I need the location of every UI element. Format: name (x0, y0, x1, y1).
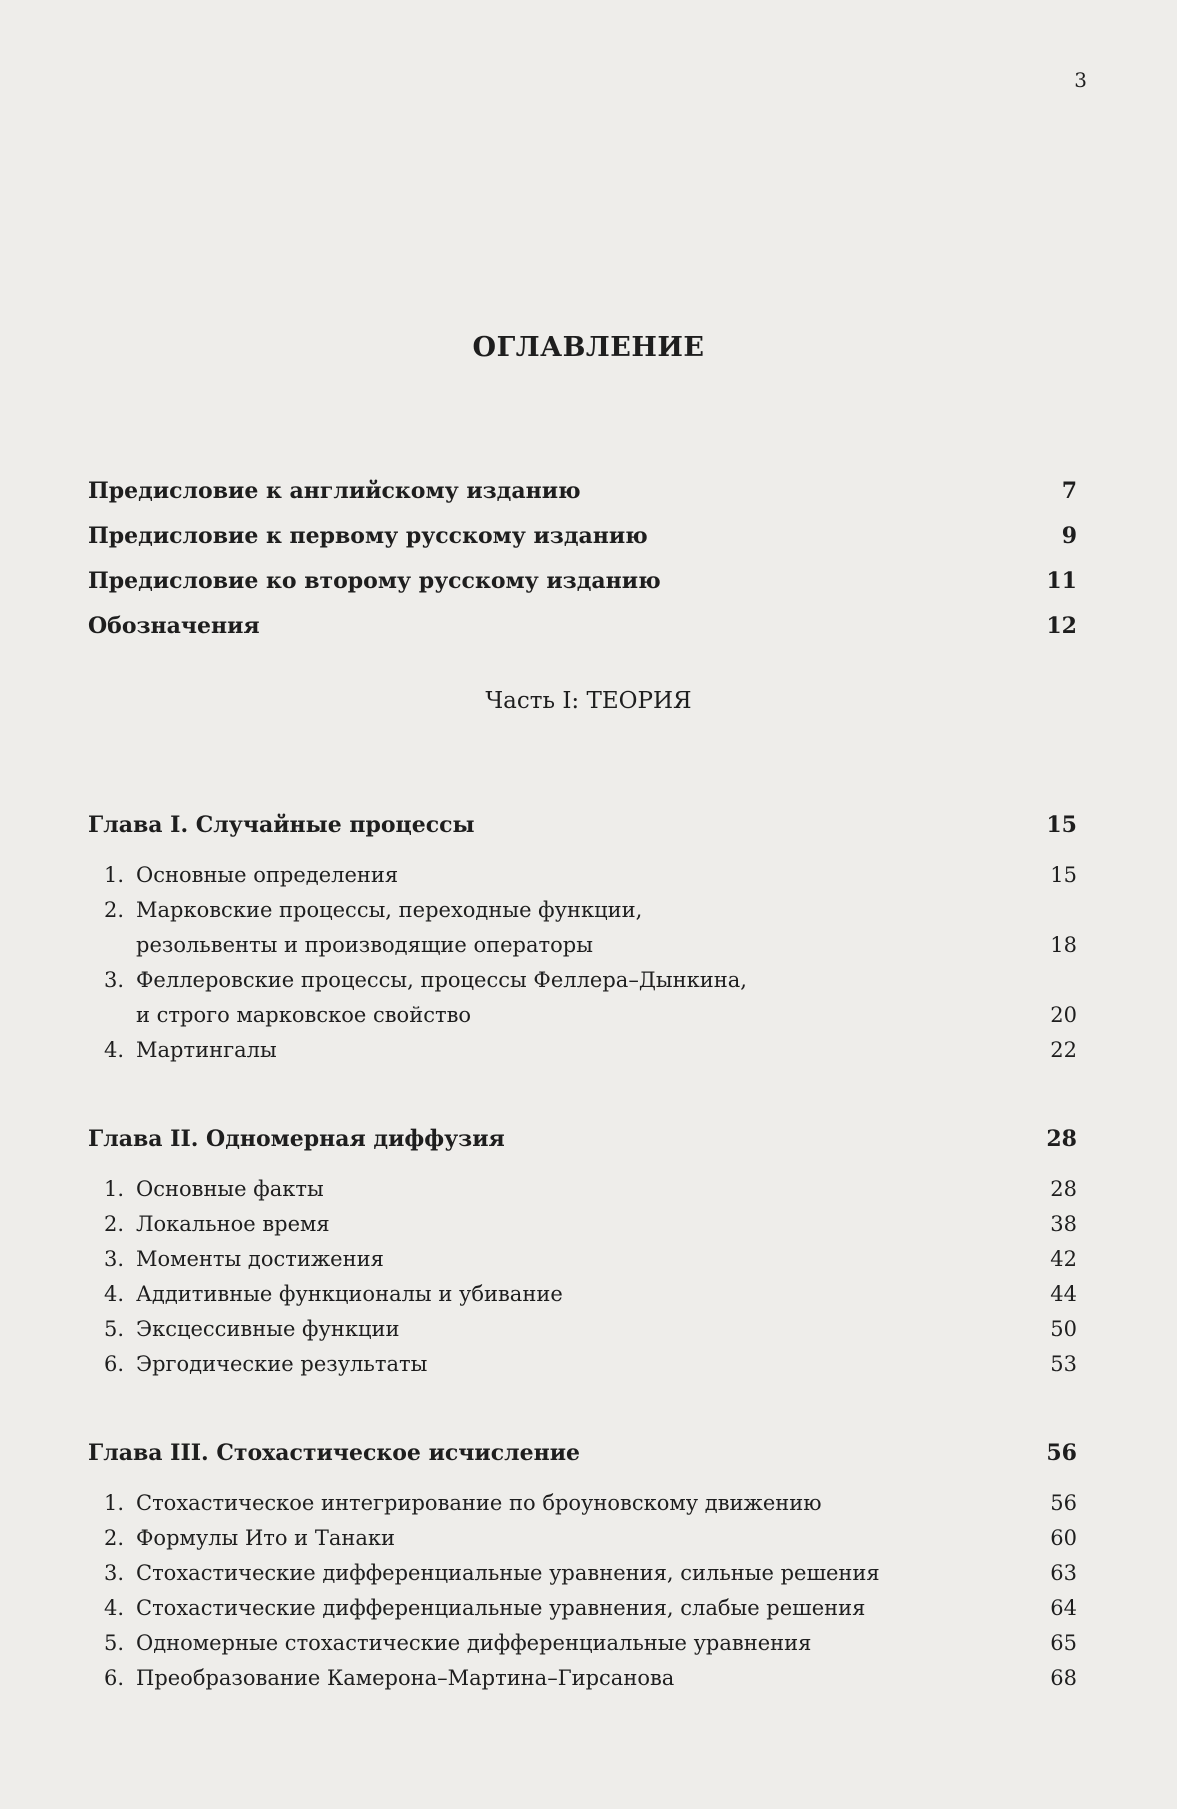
section-page: 53 (1050, 1352, 1077, 1376)
front-matter-title: Предисловие ко второму русскому изданию (88, 568, 661, 594)
section-title: Формулы Ито и Танаки (136, 1526, 396, 1550)
section-entry (88, 858, 1077, 893)
section-entry (88, 1486, 1077, 1521)
section-page: 38 (1050, 1212, 1077, 1236)
section-title: Стохастические дифференциальные уравнения, сильные решения (136, 1561, 880, 1585)
section-title-line: резольвенты и производящие операторы (136, 933, 593, 957)
section-title-line: Марковские процессы, переходные функции, (136, 898, 643, 922)
section-number: 3. (103, 968, 124, 992)
chapter-heading (88, 1440, 1077, 1466)
section-number: 5. (103, 1631, 124, 1655)
chapter-title: Глава III. Стохастическое исчисление (88, 1440, 581, 1466)
section-number: 4. (103, 1282, 124, 1306)
page-number: 3 (1074, 68, 1087, 92)
section-title: Эксцессивные функции (136, 1317, 400, 1341)
section-entry (88, 1207, 1077, 1242)
section-entry (88, 893, 1077, 963)
section-page: 20 (1050, 1003, 1077, 1027)
section-number: 5. (103, 1317, 124, 1341)
section-number: 2. (103, 1526, 124, 1550)
section-title: Одномерные стохастические дифференциальные уравнения (136, 1631, 812, 1655)
front-matter-entry (88, 613, 1077, 658)
section-page: 18 (1050, 933, 1077, 957)
section-page: 60 (1050, 1526, 1077, 1550)
section-title: Моменты достижения (136, 1247, 384, 1271)
section-entry (88, 1312, 1077, 1347)
section-page: 44 (1050, 1282, 1077, 1306)
section-entry (88, 1661, 1077, 1696)
section-page: 28 (1050, 1177, 1077, 1201)
section-page: 50 (1050, 1317, 1077, 1341)
front-matter-title: Предисловие к первому русскому изданию (88, 523, 648, 549)
chapter-3 (88, 1440, 1077, 1696)
section-number: 3. (103, 1247, 124, 1271)
toc-title: ОГЛАВЛЕНИЕ (472, 332, 705, 363)
section-entry (88, 1591, 1077, 1626)
section-number: 4. (103, 1038, 124, 1062)
section-number: 4. (103, 1596, 124, 1620)
chapter-page: 28 (1046, 1126, 1077, 1152)
section-number: 6. (103, 1666, 124, 1690)
section-list (88, 858, 1077, 1068)
section-title: Основные определения (136, 863, 399, 887)
section-number: 2. (103, 1212, 124, 1236)
section-title: Стохастические дифференциальные уравнения, слабые решения (136, 1596, 866, 1620)
front-matter-page: 11 (1046, 568, 1077, 594)
chapter-title: Глава I. Случайные процессы (88, 812, 475, 838)
section-page: 68 (1050, 1666, 1077, 1690)
section-entry (88, 1172, 1077, 1207)
chapter-page: 56 (1046, 1440, 1077, 1466)
section-number: 2. (103, 898, 124, 922)
section-page: 63 (1050, 1561, 1077, 1585)
front-matter-entry (88, 523, 1077, 568)
front-matter-title: Обозначения (88, 613, 260, 639)
section-title: Локальное время (136, 1212, 330, 1236)
section-page: 56 (1050, 1491, 1077, 1515)
section-number: 3. (103, 1561, 124, 1585)
section-title-line: и строго марковское свойство (136, 1003, 472, 1027)
section-entry (88, 1277, 1077, 1312)
section-number: 6. (103, 1352, 124, 1376)
chapter-title: Глава II. Одномерная диффузия (88, 1126, 505, 1152)
section-number: 1. (103, 1177, 124, 1201)
chapter-heading (88, 1126, 1077, 1152)
section-entry (88, 963, 1077, 1033)
section-page: 64 (1050, 1596, 1077, 1620)
section-entry (88, 1242, 1077, 1277)
section-entry (88, 1033, 1077, 1068)
chapter-2 (88, 1126, 1077, 1382)
section-page: 65 (1050, 1631, 1077, 1655)
section-page: 22 (1050, 1038, 1077, 1062)
section-page: 15 (1050, 863, 1077, 887)
section-title: Стохастическое интегрирование по броуновскому движению (136, 1491, 822, 1515)
section-title: Мартингалы (136, 1038, 277, 1062)
section-list (88, 1172, 1077, 1382)
chapter-1 (88, 812, 1077, 1068)
section-title: Эргодические результаты (136, 1352, 428, 1376)
section-entry (88, 1556, 1077, 1591)
section-entry (88, 1521, 1077, 1556)
front-matter-page: 12 (1046, 613, 1077, 639)
part-title: Часть I: ТЕОРИЯ (485, 688, 692, 714)
section-number: 1. (103, 1491, 124, 1515)
section-title: Основные факты (136, 1177, 324, 1201)
section-title-line: Феллеровские процессы, процессы Феллера–Дынкина, (136, 968, 747, 992)
front-matter-entry (88, 478, 1077, 523)
front-matter-page: 7 (1061, 478, 1077, 504)
section-title: Преобразование Камерона–Мартина–Гирсанова (136, 1666, 675, 1690)
section-title: Аддитивные функционалы и убивание (136, 1282, 563, 1306)
section-entry (88, 1626, 1077, 1661)
front-matter-title: Предисловие к английскому изданию (88, 478, 581, 504)
section-page: 42 (1050, 1247, 1077, 1271)
section-list (88, 1486, 1077, 1696)
front-matter-entry (88, 568, 1077, 613)
section-entry (88, 1347, 1077, 1382)
chapter-heading (88, 812, 1077, 838)
front-matter-list (88, 478, 1077, 658)
section-number: 1. (103, 863, 124, 887)
chapter-page: 15 (1046, 812, 1077, 838)
front-matter-page: 9 (1061, 523, 1077, 549)
